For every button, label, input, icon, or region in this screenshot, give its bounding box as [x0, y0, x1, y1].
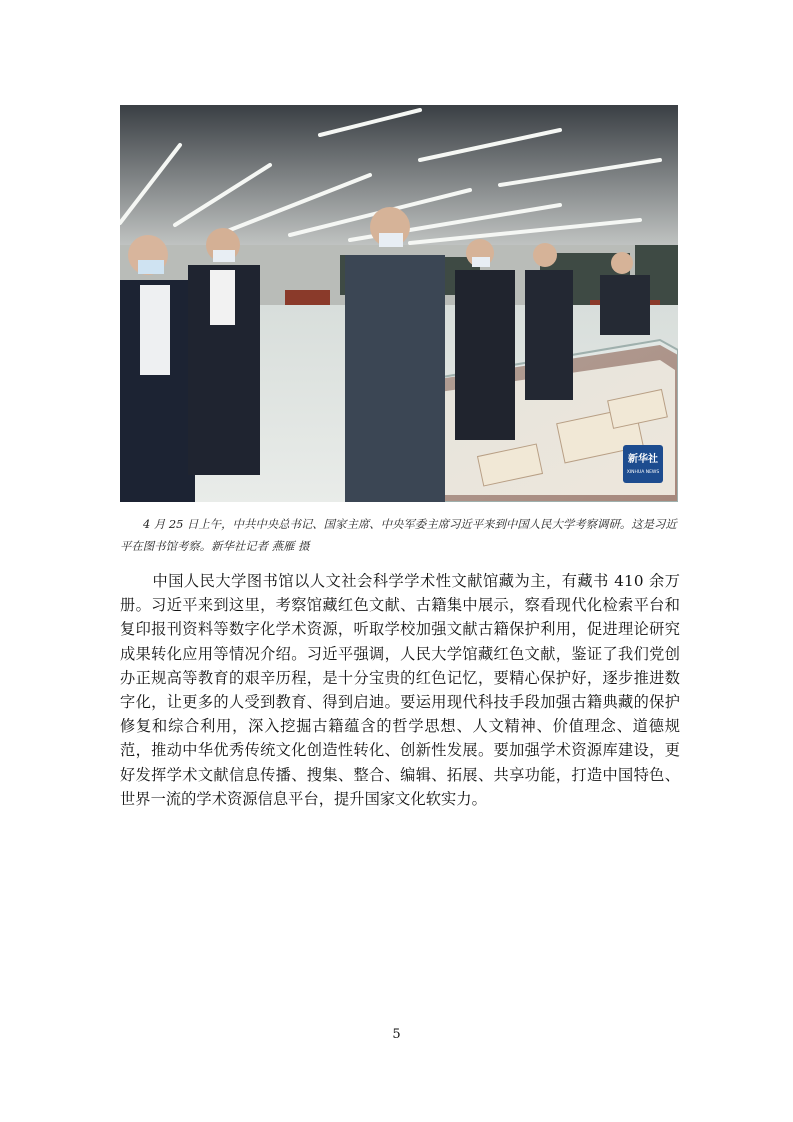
- paragraph-text: 中国人民大学图书馆以人文社会科学学术性文献馆藏为主，有藏书 410 余万册。习近平来到这里，考察馆藏红色文献、古籍集中展示，察看现代化检索平台和复印报刊资料等数字化学术资源，听取学校加强文献古籍保护利用，促进理论研究成果转化应用等情况介绍。习近平强调，人民大学馆藏红色文献，鉴证了我们党创办正规高等教育的艰辛历程，是十分宝贵的红色记忆，要精心保护好，逐步推进数字化，让更多的人受到教育、得到启迪。要运用现代科技手段加强古籍典藏的保护修复和综合利用，深入挖掘古籍蕴含的哲学思想、人文精神、价值理念、道德规范，推动中华优秀传统文化创造性转化、创新性发展。要加强学术资源库建设，更好发挥学术文献信息传播、搜集、整合、编辑、拓展、共享功能，打造中国特色、世界一流的学术资源信息平台，提升国家文化软实力。: [120, 572, 680, 808]
- badge-subtext: XINHUA NEWS: [626, 470, 660, 475]
- news-photo: [120, 105, 678, 502]
- article-paragraph: [120, 569, 680, 811]
- badge-text: 新华社: [628, 454, 658, 465]
- caption-text: 4 月 25 日上午，中共中央总书记、国家主席、中央军委主席习近平来到中国人民大学考察调研。这是习近平在图书馆考察。新华社记者 燕雁 摄: [120, 517, 677, 553]
- page-number: 5: [392, 1027, 401, 1042]
- photo-caption: [120, 513, 680, 557]
- xinhua-badge: [623, 445, 663, 483]
